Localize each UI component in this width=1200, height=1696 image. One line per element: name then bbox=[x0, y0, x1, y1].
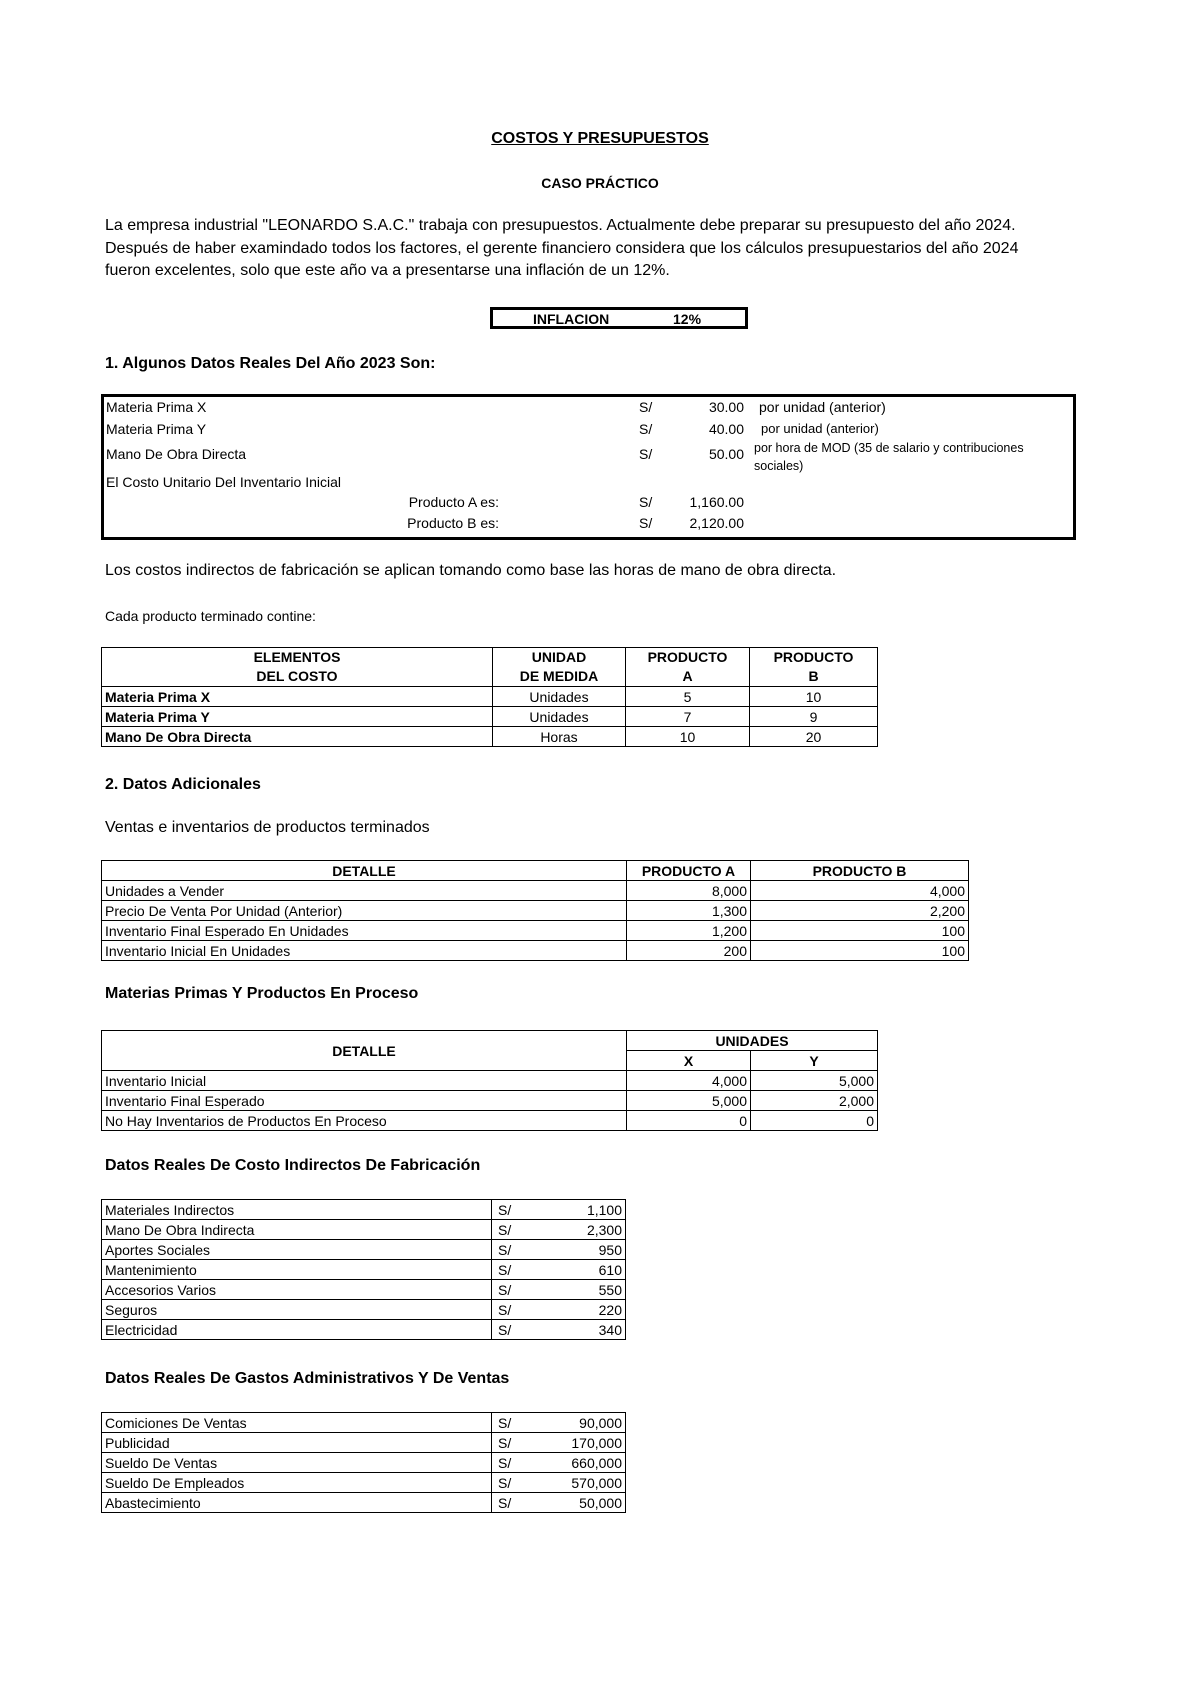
table-cell: Precio De Venta Por Unidad (Anterior) bbox=[102, 901, 627, 921]
table-cell: S/ bbox=[492, 1493, 532, 1513]
row-amount: 50.00 bbox=[708, 446, 744, 462]
table-row bbox=[102, 1280, 626, 1300]
table-cell: 2,300 bbox=[531, 1220, 626, 1240]
table-header-row bbox=[102, 648, 878, 687]
table-row bbox=[102, 1091, 878, 1111]
table-cell: Seguros bbox=[102, 1300, 492, 1320]
table-cell: 4,000 bbox=[627, 1071, 751, 1091]
table-cell: 1,100 bbox=[531, 1200, 626, 1220]
table-cell: Materia Prima X bbox=[102, 687, 493, 707]
table-cell: 10 bbox=[750, 687, 878, 707]
table-cell: 5,000 bbox=[751, 1071, 878, 1091]
table-row bbox=[102, 901, 969, 921]
table-cell: 200 bbox=[627, 941, 751, 961]
table-cell: 10 bbox=[626, 727, 750, 747]
table-cell: No Hay Inventarios de Productos En Proceso bbox=[102, 1111, 627, 1131]
row-amount: 40.00 bbox=[708, 421, 744, 437]
section1-heading: 1. Algunos Datos Reales Del Año 2023 Son: bbox=[105, 355, 436, 372]
row-label: Materia Prima Y bbox=[106, 421, 207, 437]
table-cell: S/ bbox=[492, 1280, 532, 1300]
table-row bbox=[102, 1111, 878, 1131]
product-b-currency: S/ bbox=[639, 515, 653, 531]
product-a-label: Producto A es: bbox=[408, 494, 499, 510]
table-cell: Abastecimiento bbox=[102, 1493, 492, 1513]
column-header: ELEMENTOS DEL COSTO bbox=[102, 648, 493, 687]
table-cell: Unidades a Vender bbox=[102, 881, 627, 901]
table-row bbox=[102, 1433, 626, 1453]
table-cell: 1,200 bbox=[627, 921, 751, 941]
row-currency: S/ bbox=[639, 399, 653, 415]
table-cell: S/ bbox=[492, 1320, 532, 1340]
document-title: COSTOS Y PRESUPUESTOS bbox=[491, 130, 709, 147]
row-note: por unidad (anterior) bbox=[761, 421, 879, 436]
table-row bbox=[102, 1320, 626, 1340]
column-header: PRODUCTO A bbox=[626, 648, 750, 687]
mp-table bbox=[101, 1030, 878, 1131]
table-cell: 610 bbox=[531, 1260, 626, 1280]
table-cell: S/ bbox=[492, 1240, 532, 1260]
sales-table bbox=[101, 860, 969, 961]
product-b-amount: 2,120.00 bbox=[689, 515, 744, 531]
table-cell: 100 bbox=[751, 941, 969, 961]
column-header: DETALLE bbox=[102, 861, 627, 881]
table-cell: Inventario Inicial En Unidades bbox=[102, 941, 627, 961]
table-cell: 220 bbox=[531, 1300, 626, 1320]
table-cell: 0 bbox=[627, 1111, 751, 1131]
section1-data-box bbox=[101, 394, 1076, 540]
table-cell: Electricidad bbox=[102, 1320, 492, 1340]
table-cell: S/ bbox=[492, 1453, 532, 1473]
elements-table bbox=[101, 647, 878, 747]
gastos-heading: Datos Reales De Gastos Administrativos Y De Ventas bbox=[105, 1370, 510, 1387]
table-row bbox=[102, 941, 969, 961]
column-header: Y bbox=[751, 1051, 878, 1071]
table-cell: Mano De Obra Directa bbox=[102, 727, 493, 747]
table-cell: S/ bbox=[492, 1300, 532, 1320]
table-row bbox=[102, 1240, 626, 1260]
document-subtitle: CASO PRÁCTICO bbox=[541, 175, 659, 191]
table-row bbox=[102, 1220, 626, 1240]
column-header: DETALLE bbox=[102, 1031, 627, 1071]
table-cell: S/ bbox=[492, 1433, 532, 1453]
table-cell: 5,000 bbox=[627, 1091, 751, 1111]
row-currency: S/ bbox=[639, 421, 653, 437]
inventory-label: El Costo Unitario Del Inventario Inicial bbox=[106, 474, 341, 490]
table-header-row bbox=[102, 1031, 878, 1051]
table-cell: S/ bbox=[492, 1220, 532, 1240]
row-amount: 30.00 bbox=[708, 399, 744, 415]
table-row bbox=[102, 881, 969, 901]
row-note: por unidad (anterior) bbox=[759, 399, 886, 415]
table-row bbox=[102, 1300, 626, 1320]
row-note: por hora de MOD (35 de salario y contribuciones sociales) bbox=[754, 441, 1024, 473]
table-cell: 4,000 bbox=[751, 881, 969, 901]
table-cell: Materiales Indirectos bbox=[102, 1200, 492, 1220]
product-a-currency: S/ bbox=[639, 494, 653, 510]
table-cell: Unidades bbox=[493, 687, 626, 707]
table-row bbox=[102, 1493, 626, 1513]
table-cell: 340 bbox=[531, 1320, 626, 1340]
table-cell: Accesorios Varios bbox=[102, 1280, 492, 1300]
column-header: PRODUCTO A bbox=[627, 861, 751, 881]
inflation-label: INFLACION bbox=[533, 311, 610, 327]
table-row bbox=[102, 1413, 626, 1433]
column-header: UNIDAD DE MEDIDA bbox=[493, 648, 626, 687]
gastos-table bbox=[101, 1412, 626, 1513]
inflation-value: 12% bbox=[673, 311, 702, 327]
table-cell: S/ bbox=[492, 1260, 532, 1280]
table-cell: 9 bbox=[750, 707, 878, 727]
column-header: UNIDADES bbox=[627, 1031, 878, 1051]
column-header: PRODUCTO B bbox=[750, 648, 878, 687]
table-cell: 2,000 bbox=[751, 1091, 878, 1111]
table-row bbox=[102, 707, 878, 727]
inflation-box bbox=[490, 307, 748, 329]
table-cell: 8,000 bbox=[627, 881, 751, 901]
table-cell: Aportes Sociales bbox=[102, 1240, 492, 1260]
table-row bbox=[102, 1071, 878, 1091]
table-header-row bbox=[102, 861, 969, 881]
table-cell: Sueldo De Ventas bbox=[102, 1453, 492, 1473]
table-row bbox=[102, 687, 878, 707]
row-label: Mano De Obra Directa bbox=[106, 446, 247, 462]
table-row bbox=[102, 1200, 626, 1220]
table-cell: 950 bbox=[531, 1240, 626, 1260]
table-cell: 660,000 bbox=[531, 1453, 626, 1473]
table-cell: 100 bbox=[751, 921, 969, 941]
intro-paragraph: La empresa industrial "LEONARDO S.A.C." trabaja con presupuestos. Actualmente debe preparar su presupuesto del año 2024. Después de haber examindado todos los factores, el gerente financiero considera que los cálculos presupuestarios del año 2024 fueron excelentes, solo que este año va a presentarse una inflación de un 12%. bbox=[105, 217, 1019, 279]
cif-table bbox=[101, 1199, 626, 1340]
table-cell: 0 bbox=[751, 1111, 878, 1131]
table-cell: 1,300 bbox=[627, 901, 751, 921]
mp-heading: Materias Primas Y Productos En Proceso bbox=[105, 985, 419, 1002]
table-cell: 550 bbox=[531, 1280, 626, 1300]
table-cell: Inventario Final Esperado bbox=[102, 1091, 627, 1111]
product-a-amount: 1,160.00 bbox=[689, 494, 744, 510]
table-cell: 5 bbox=[626, 687, 750, 707]
table-cell: Inventario Inicial bbox=[102, 1071, 627, 1091]
table-cell: Mano De Obra Indirecta bbox=[102, 1220, 492, 1240]
table-cell: Horas bbox=[493, 727, 626, 747]
table-row bbox=[102, 727, 878, 747]
column-header: X bbox=[627, 1051, 751, 1071]
cada-text: Cada producto terminado contine: bbox=[105, 608, 316, 624]
table-row bbox=[102, 1260, 626, 1280]
table-cell: 7 bbox=[626, 707, 750, 727]
row-currency: S/ bbox=[639, 446, 653, 462]
table-cell: Comiciones De Ventas bbox=[102, 1413, 492, 1433]
row-label: Materia Prima X bbox=[106, 399, 207, 415]
table-cell: S/ bbox=[492, 1413, 532, 1433]
cif-heading: Datos Reales De Costo Indirectos De Fabricación bbox=[105, 1157, 481, 1174]
column-header: PRODUCTO B bbox=[751, 861, 969, 881]
table-cell: Sueldo De Empleados bbox=[102, 1473, 492, 1493]
product-b-label: Producto B es: bbox=[407, 515, 499, 531]
table-cell: Mantenimiento bbox=[102, 1260, 492, 1280]
table-cell: 20 bbox=[750, 727, 878, 747]
table-cell: S/ bbox=[492, 1200, 532, 1220]
table-row bbox=[102, 1453, 626, 1473]
table-cell: Inventario Final Esperado En Unidades bbox=[102, 921, 627, 941]
table-row bbox=[102, 1473, 626, 1493]
table-cell: 50,000 bbox=[531, 1493, 626, 1513]
table-row bbox=[102, 921, 969, 941]
table-cell: 2,200 bbox=[751, 901, 969, 921]
table-cell: S/ bbox=[492, 1473, 532, 1493]
table-cell: 170,000 bbox=[531, 1433, 626, 1453]
table-cell: Publicidad bbox=[102, 1433, 492, 1453]
cif-text: Los costos indirectos de fabricación se aplican tomando como base las horas de mano de obra directa. bbox=[105, 562, 837, 579]
section2-heading: 2. Datos Adicionales bbox=[105, 776, 261, 793]
table-cell: Materia Prima Y bbox=[102, 707, 493, 727]
table-cell: 90,000 bbox=[531, 1413, 626, 1433]
table-cell: 570,000 bbox=[531, 1473, 626, 1493]
section2-subheading: Ventas e inventarios de productos terminados bbox=[105, 819, 430, 836]
table-cell: Unidades bbox=[493, 707, 626, 727]
